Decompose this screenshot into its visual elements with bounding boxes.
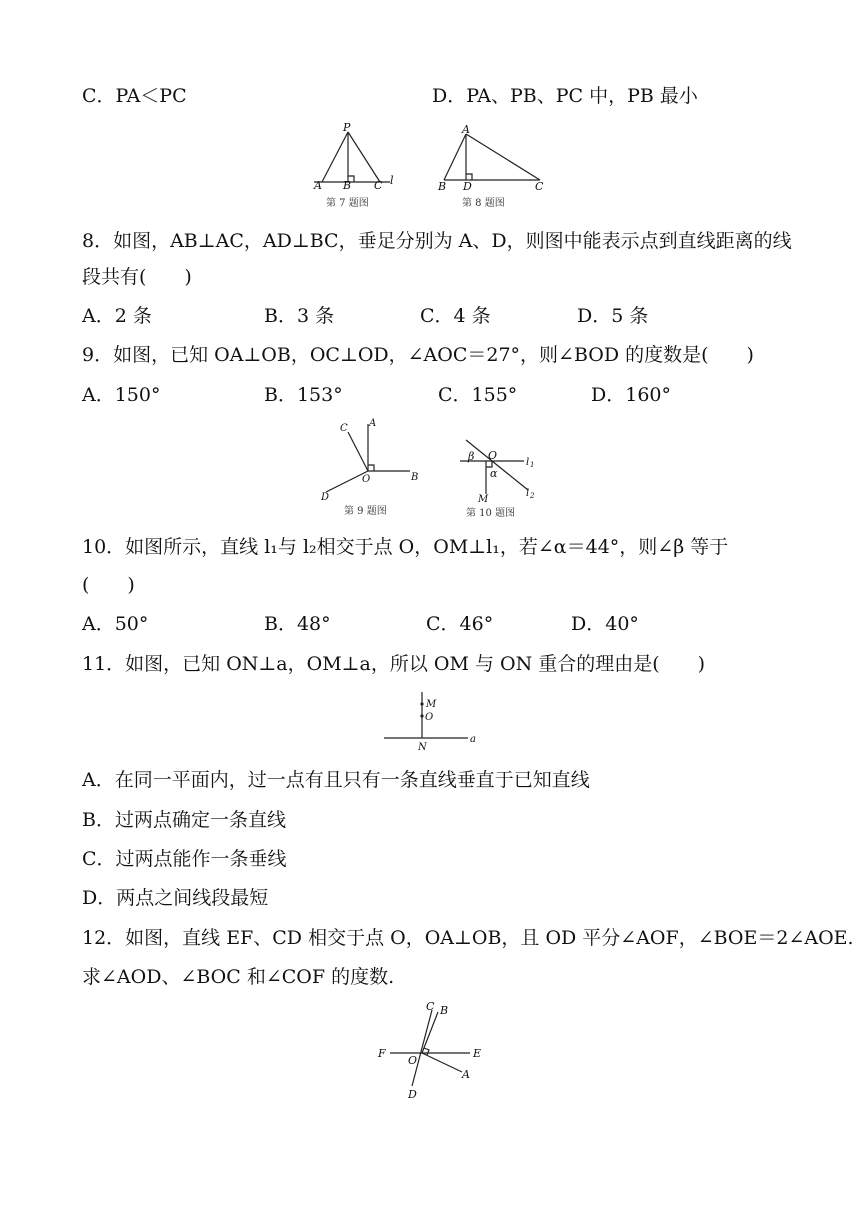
fig10-label-alpha: α	[490, 467, 498, 480]
q9-option-a: A．150°	[82, 384, 161, 406]
q11-option-b: B．过两点确定一条直线	[82, 809, 286, 831]
q9-option-d: D．160°	[591, 384, 671, 406]
fig11-label-a: a	[470, 734, 476, 745]
fig11-label-n: N	[418, 742, 427, 753]
fig10-label-beta: β	[468, 450, 475, 463]
figure-8	[436, 122, 556, 212]
fig8-label-d: D	[463, 180, 472, 193]
q10-option-b: B．48°	[264, 613, 331, 635]
fig9-label-o: O	[362, 474, 371, 485]
fig7-label-b: B	[343, 179, 352, 192]
fig10-label-m: M	[478, 494, 489, 505]
fig12-label-c: C	[426, 1000, 435, 1013]
fig8-label-c: C	[535, 180, 544, 193]
q7-option-d: D．PA、PB、PC 中，PB 最小	[432, 85, 698, 107]
fig10-label-o: O	[488, 449, 498, 462]
fig12-label-a: A	[462, 1068, 470, 1081]
fig7-label-l: l	[390, 174, 394, 187]
q8-option-c: C．4 条	[420, 305, 491, 327]
fig11-label-m: M	[426, 699, 437, 710]
fig12-label-f: F	[378, 1047, 386, 1060]
fig7-label-c: C	[374, 179, 383, 192]
fig7-label-a: A	[314, 179, 322, 192]
q7-option-c: C．PA＜PC	[82, 85, 187, 107]
q10-option-a: A．50°	[82, 613, 149, 635]
q8-option-a: A．2 条	[82, 305, 152, 327]
figure-11	[380, 686, 490, 756]
fig12-label-e: E	[473, 1047, 482, 1060]
q8-text-line2: 段共有( )	[82, 266, 192, 288]
fig9-label-d: D	[321, 492, 330, 503]
fig7-caption: 第 7 题图	[326, 198, 369, 209]
figure-7	[310, 122, 420, 212]
q11-text-line1: 11．如图，已知 ON⊥a，OM⊥a，所以 OM 与 ON 重合的理由是( )	[82, 653, 706, 675]
fig8-label-a: A	[462, 123, 470, 136]
q9-text-line1: 9．如图，已知 OA⊥OB，OC⊥OD，∠AOC＝27°，则∠BOD 的度数是( )	[82, 344, 754, 366]
q8-option-b: B．3 条	[264, 305, 335, 327]
fig10-label-l1: l	[526, 457, 530, 468]
fig8-label-b: B	[438, 180, 447, 193]
fig11-label-o: O	[425, 712, 434, 723]
fig10-label-l2-sub: 2	[530, 492, 535, 500]
q12-text-line2: 求∠AOD、∠BOC 和∠COF 的度数.	[82, 966, 395, 988]
fig12-label-o: O	[408, 1054, 418, 1067]
q8-option-d: D．5 条	[577, 305, 649, 327]
figure-10	[448, 432, 560, 522]
fig9-label-c: C	[340, 423, 348, 434]
fig7-label-p: P	[343, 121, 351, 134]
fig10-label-l2: l	[526, 488, 530, 499]
fig9-caption: 第 9 题图	[344, 506, 387, 517]
fig9-label-a: A	[369, 418, 377, 429]
q10-option-d: D．40°	[571, 613, 639, 635]
fig10-caption: 第 10 题图	[466, 508, 516, 519]
fig12-label-d: D	[408, 1088, 417, 1101]
q11-option-c: C．过两点能作一条垂线	[82, 848, 287, 870]
fig10-label-l1-sub: 1	[530, 461, 535, 469]
q11-option-a: A．在同一平面内，过一点有且只有一条直线垂直于已知直线	[82, 769, 590, 791]
q11-option-d: D．两点之间线段最短	[82, 887, 269, 909]
fig9-label-b: B	[411, 472, 419, 483]
fig8-caption: 第 8 题图	[462, 198, 505, 209]
figure-9	[318, 414, 428, 520]
q10-text-line2: ( )	[82, 574, 135, 596]
figure-12	[370, 998, 500, 1108]
q10-text-line1: 10．如图所示，直线 l₁与 l₂相交于点 O，OM⊥l₁，若∠α＝44°，则∠β 等于	[82, 536, 729, 558]
q9-option-b: B．153°	[264, 384, 343, 406]
q9-option-c: C．155°	[438, 384, 518, 406]
q8-text-line1: 8．如图，AB⊥AC，AD⊥BC，垂足分别为 A、D，则图中能表示点到直线距离的线	[82, 230, 792, 252]
q12-text-line1: 12．如图，直线 EF、CD 相交于点 O，OA⊥OB，且 OD 平分∠AOF，∠BOE＝2∠AOE.	[82, 927, 854, 949]
fig12-label-b: B	[440, 1004, 449, 1017]
q10-option-c: C．46°	[426, 613, 494, 635]
